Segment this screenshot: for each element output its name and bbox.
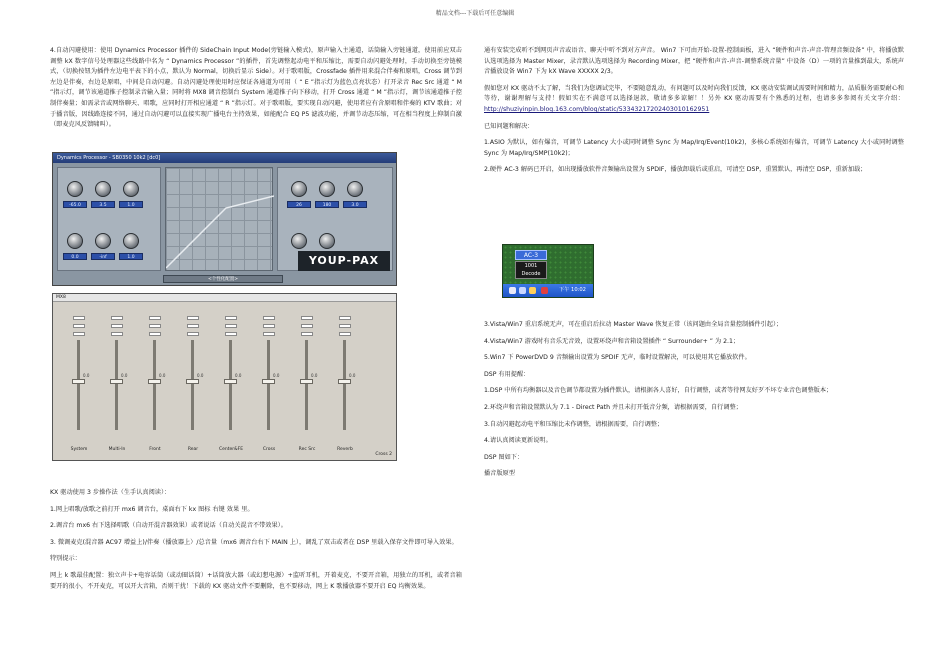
blog-link[interactable]: http://shuziyinpin.blog.163.com/blog/static/53343217202403010162951 [484, 105, 710, 113]
channel-label: Rec Src [298, 447, 316, 452]
rec-checkbox[interactable] [339, 324, 351, 328]
rec-checkbox[interactable] [73, 324, 85, 328]
left-column [50, 46, 462, 137]
fader-thumb[interactable] [262, 379, 275, 384]
paragraph-special-tip: 特别提示： [50, 555, 81, 563]
channel-label: Cross [262, 447, 276, 452]
mixer-title-bar: MX8 [53, 294, 396, 302]
paragraph-known-issues: 已知问题和解决： [484, 122, 534, 130]
compression-curve [166, 168, 274, 272]
fader-thumb[interactable] [186, 379, 199, 384]
paragraph-dsp-diagram: DSP 图如下： [484, 453, 524, 461]
fader-thumb[interactable] [224, 379, 237, 384]
enable-checkbox[interactable] [339, 332, 351, 336]
tray-clock: 下午 10:02 [559, 287, 586, 293]
fader-track [191, 340, 194, 430]
threshold-knob[interactable] [95, 233, 111, 249]
mute-checkbox[interactable] [187, 316, 199, 320]
comp-knob[interactable] [95, 181, 111, 197]
enable-checkbox[interactable] [149, 332, 161, 336]
channel-label: Multi-In [108, 447, 126, 452]
fader-track [343, 340, 346, 430]
mixer-strip [217, 310, 245, 450]
level-knob[interactable] [67, 233, 83, 249]
mixer-strip [179, 310, 207, 450]
fader-thumb[interactable] [72, 379, 85, 384]
ac3-indicator: AC-3 [515, 250, 547, 260]
ratio-knob[interactable] [123, 181, 139, 197]
fader-track [305, 340, 308, 430]
fader-thumb[interactable] [300, 379, 313, 384]
fader-track [153, 340, 156, 430]
left-column-bottom [50, 488, 462, 598]
dynamics-title-bar: Dynamics Processor - SB0350 10k2 [dc0] [53, 153, 396, 163]
rec-checkbox[interactable] [187, 324, 199, 328]
fader-value: 0.0 [349, 372, 356, 378]
lcd-level: 0.0 [63, 253, 87, 260]
right-column-bottom [484, 320, 904, 486]
paragraph-step-1: 1.网上唱歌/放歌之前打开 mx6 调音台，桌面右下 kx 图标 右键 效果 里。 [50, 505, 254, 513]
lcd-threshold: -inf [91, 253, 115, 260]
attack2-knob[interactable] [291, 233, 307, 249]
channel-label: Center&FE [218, 447, 244, 452]
paragraph-kx-note [484, 84, 904, 116]
paragraph-dsp-eq: 1.DSP 中所有均衡器以及音色调节都设置为插件默认，请根据各人喜好，自行调整，或者等待网友好歹不坏专业音色调整版本； [484, 387, 833, 395]
enable-checkbox[interactable] [225, 332, 237, 336]
tray-network-icon[interactable] [519, 287, 526, 294]
lcd-comp2: 1.0 [119, 253, 143, 260]
mx8-mixer-screenshot [52, 293, 397, 461]
lcd-gain: 3.0 [343, 201, 367, 208]
paragraph-win7-setup: 通有安装完成听不到网页声音或语音、聊天中听不到对方声音。 Win7 下可由开始-设置-控制面板，进入 “硬件和声音-声音-管理音频设备” 中，将播放默认选项选择为 Master Mixer，录音默认选项选择为 Recording Mixer，把 “硬件和声音-声音-调整系统音量” 中设备（D）一项的音量推到最大，系统声音播放设备 Win7 下为 kX Wave XXXXX 2/3。 [484, 47, 904, 76]
release-knob[interactable] [319, 181, 335, 197]
fader-thumb[interactable] [110, 379, 123, 384]
channel-label: Rear [187, 447, 199, 452]
mute-checkbox[interactable] [339, 316, 351, 320]
value-knob[interactable] [67, 181, 83, 197]
mixer-strip [255, 310, 283, 450]
taskbar [503, 284, 593, 297]
fader-thumb[interactable] [148, 379, 161, 384]
fader-value: 0.0 [273, 372, 280, 378]
paragraph-powerdvd: 5.Win7 下 PowerDVD 9 音频输出设置为 SPDIF 无声，临时设置解决，可以使用其它播放软件。 [484, 354, 751, 362]
lcd-value: -65.0 [63, 201, 87, 208]
rec-checkbox[interactable] [111, 324, 123, 328]
mixer-strip [103, 310, 131, 450]
fader-track [115, 340, 118, 430]
page-header: 精品文档---下载后可任意编辑 [435, 10, 515, 17]
paragraph-ac3: 2.硬件 AC-3 解码已开启，如出现播放软件音频输出设置为 SPDIF，播放卸载后或重启，可清空 DSP，重置默认，再清空 DSP，重新加载； [484, 166, 867, 174]
paragraph-dsp-readme: 4.请认真阅读更新说明。 [484, 437, 552, 445]
paragraph-auto-ducking: 4.自动闪避使用：使用 Dynamics Processor 插件的 SideChain Input Mode(旁链输入模式)，原声输入主通道，话筒输入旁链通道，使用前应双击调整 kX 数字信号处理器这些线路中名为 “ Dynamics Processor ”的插件，首先调整起动电平和压缩比，需要自动闪避处理时，手动切换至旁链模式，（切换按钮为插件左边电平表下的小点，默认为 Normal，切换后显示 Side）。对于歌唱版，Crossfade 插件用来混合伴奏和原唱，Cross 调节到左边是伴奏，右边是原唱，中间是自动闪避。自动闪避处理使用时应保证各通道为可用（ “ E ”指示灯为蓝色点亮状态）打开录音 Rec Src 通道 “ M ”指示灯，调节该通道推子控制录音输入量；同时将 MX8 调音控制台 System 通道推子向下移动，打开 Cross 通道 “ M ”指示灯，调节该通道推子控制伴奏量；如需录音或网络聊天、唱歌，应同时打开相应通道 “ R ”指示灯。对于歌唱版，要实现自动闪避，使用者应有含原唱和伴奏的 KTV 歌曲；对于播音版，因线路连接不同，通过自动闪避可以直接实现广播电台主持效果，如能配合 EQ P5 滤波功能，并调节动态压缩，可在相当程度上抑制自激（即麦克风反馈啸叫）。 [50, 47, 462, 129]
channel-label: System [70, 447, 88, 452]
paragraph-vista-restart: 3.Vista/Win7 重启系统无声，可在重启后拉动 Master Wave 恢复正常（该问题由全局音量控制插件引起）； [484, 321, 783, 328]
paragraph-dsp-tips: DSP 有用提醒： [484, 370, 530, 378]
lcd-attack: 26 [287, 201, 311, 208]
rec-checkbox[interactable] [149, 324, 161, 328]
mixer-strip [331, 310, 359, 450]
personal-config-button[interactable]: <个性化配置> [163, 275, 283, 283]
fader-track [77, 340, 80, 430]
fader-track [267, 340, 270, 430]
paragraph-step-2: 2.调音台 mx6 右下选择唱歌（自动开混音器效果）或者说话（自动关混音不带效果）。 [50, 522, 287, 530]
tray-kx-icon[interactable] [529, 287, 536, 294]
cross-label: Cross 2 [375, 452, 392, 457]
paragraph-dsp-ducking: 3.自动闪避起动电平和压缩比未作调整，请根据需要，自行调整； [484, 420, 664, 428]
fader-value: 0.0 [159, 372, 166, 378]
decode-indicator [515, 261, 547, 279]
mixer-strip [141, 310, 169, 450]
attack-knob[interactable] [291, 181, 307, 197]
fader-value: 0.0 [121, 372, 128, 378]
paragraph-vista-game: 4.Vista/Win7 游戏时有音乐无音效，设置环绕声和音箱设置插件 “ Surrounder+ ” 为 2.1； [484, 337, 740, 345]
kx-note-text: 假如您对 KX 驱动不太了解，当我们为您调试完毕，不要随意乱动，有问题可以及时向我们反馈，KX 驱动安装调试需要时间和精力，品质服务需要耐心和等待，谢谢理解与支持！假如实在不满意可以选择退款，敬请多多谅解！！另外 KX 驱动需要有个熟悉的过程，也请多多参阅有关文字介绍： [484, 84, 904, 103]
mute-checkbox[interactable] [111, 316, 123, 320]
fader-value: 0.0 [311, 372, 318, 378]
mixer-strip [65, 310, 93, 450]
decode-label: Decode [521, 271, 541, 277]
youp-pax-logo: YOUP-PAX [298, 251, 390, 271]
release2-knob[interactable] [319, 233, 335, 249]
paragraph-broadcast-prototype: 播音版原型 [484, 470, 515, 478]
rec-checkbox[interactable] [225, 324, 237, 328]
gain-knob[interactable] [347, 181, 363, 197]
ac3-decode-tray-screenshot [502, 244, 594, 298]
lcd-comp: 3.5 [91, 201, 115, 208]
paragraph-dsp-surround: 2.环绕声和音箱设置默认为 7.1 - Direct Path 并且未打开低音分频，请根据需要，自行调整； [484, 403, 742, 411]
channel-label: Front [149, 447, 161, 452]
decode-top-label: 1001 [524, 263, 538, 269]
paragraph-step-3: 3. 微调麦克(混音器 AC97 增益上)/伴奏（播放器上）/总音量（mx6 调音台右下 MAIN 上），调乱了双击或者在 DSP 里载入保存文件即可导入效果。 [50, 538, 458, 546]
paragraph-kx-steps: KX 驱动使用 3 步操作法（生手认真阅读）： [50, 489, 171, 496]
mute-checkbox[interactable] [225, 316, 237, 320]
fader-track [229, 340, 232, 430]
channel-label: Reverb [337, 447, 353, 452]
enable-checkbox[interactable] [301, 332, 313, 336]
lcd-release: 180 [315, 201, 339, 208]
enable-checkbox[interactable] [73, 332, 85, 336]
mute-checkbox[interactable] [301, 316, 313, 320]
fader-value: 0.0 [197, 372, 204, 378]
tray-speaker-icon[interactable] [509, 287, 516, 294]
right-column [484, 46, 904, 182]
lcd-ratio: 1.0 [119, 201, 143, 208]
fader-value: 0.0 [235, 372, 242, 378]
rec-checkbox[interactable] [263, 324, 275, 328]
mute-checkbox[interactable] [73, 316, 85, 320]
mute-checkbox[interactable] [149, 316, 161, 320]
enable-checkbox[interactable] [187, 332, 199, 336]
tray-alert-icon[interactable] [541, 287, 548, 294]
dynamics-processor-screenshot [52, 152, 397, 286]
fader-value: 0.0 [83, 372, 90, 378]
compression-curve-graph [165, 167, 273, 271]
enable-checkbox[interactable] [111, 332, 123, 336]
fader-thumb[interactable] [338, 379, 351, 384]
paragraph-asio: 1.ASIO 为默认，如有爆音，可调节 Latency 大小或同时调整 Sync 为 Map/Irq/Event(10k2)，多核心系统如有爆音，可调节 Latency 大小或同时调整 Sync 为 Map/Irq/SMP(10k2)； [484, 139, 904, 157]
comp2-knob[interactable] [123, 233, 139, 249]
mute-checkbox[interactable] [263, 316, 275, 320]
mixer-strip [293, 310, 321, 450]
enable-checkbox[interactable] [263, 332, 275, 336]
rec-checkbox[interactable] [301, 324, 313, 328]
paragraph-best-config: 网上 k 歌最佳配置：独立声卡+电容话筒（或动圈话筒）+话筒放大器（或幻想电源）+监听耳机，开着麦克，不要开音箱，用独立的耳机，或者音箱要开的很小，不开麦克，可以开大音箱，否则干扰！下载的 KX 驱动文件不要删除，也不要移动，网上 K 歌播放器不要开启 EQ 均衡效果。 [50, 571, 462, 590]
